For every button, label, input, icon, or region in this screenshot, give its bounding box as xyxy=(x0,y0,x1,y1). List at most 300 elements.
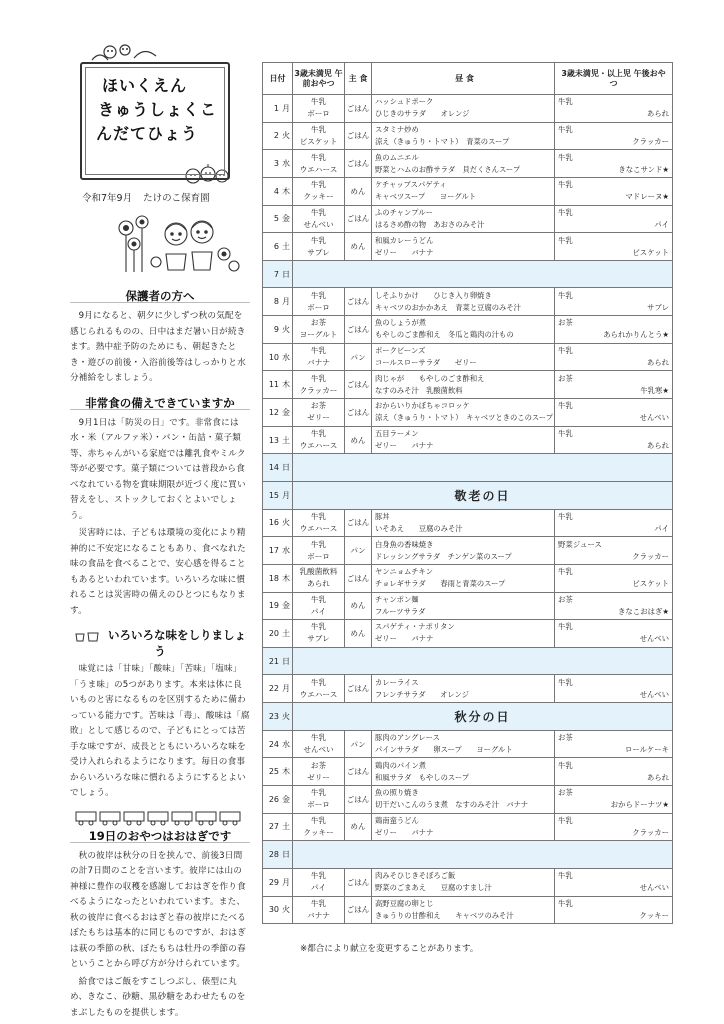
date-cell xyxy=(263,564,293,592)
weekday: 日 xyxy=(282,656,290,666)
pm-snack-cell xyxy=(555,150,673,178)
weekday: 水 xyxy=(282,159,290,169)
lunch-sides: 野菜のごまあえ 豆腐のすまし汁 xyxy=(375,883,492,893)
staple-cell: パン xyxy=(345,537,372,565)
pm-snack-cell xyxy=(555,205,673,233)
weekday: 火 xyxy=(282,324,290,334)
pm-drink: 牛乳 xyxy=(558,815,573,825)
lunch-cell xyxy=(372,675,555,703)
weekday: 日 xyxy=(282,269,290,279)
weekday: 木 xyxy=(282,573,290,583)
lunch-cell xyxy=(372,592,555,620)
day-number: 3 xyxy=(273,159,279,169)
staple-cell: パン xyxy=(345,730,372,758)
footnote: ※都合により献立を変更することがあります。 xyxy=(300,944,479,954)
lunch-sides: キャベツスープ ヨーグルト xyxy=(375,192,477,202)
menu-table xyxy=(262,62,673,924)
weekday: 月 xyxy=(282,877,290,887)
lunch-cell xyxy=(372,316,555,344)
day-number: 13 xyxy=(268,435,279,445)
am-drink: 牛乳 xyxy=(310,97,327,107)
pm-snack-cell xyxy=(555,564,673,592)
pm-drink: 牛乳 xyxy=(558,124,573,134)
pm-drink: 牛乳 xyxy=(558,235,573,245)
pm-snack: ビスケット xyxy=(632,247,669,257)
lunch-sides: ドレッシングサラダ チンゲン菜のスープ xyxy=(375,551,512,561)
pm-snack: マドレーヌ★ xyxy=(625,192,669,202)
pm-drink: 牛乳 xyxy=(558,180,573,190)
date-cell xyxy=(263,205,293,233)
table-row xyxy=(263,592,673,620)
pm-snack: あられ xyxy=(646,441,669,450)
pm-snack: 牛乳寒★ xyxy=(640,385,669,395)
lunch-main: 鶏肉のパイン煮 xyxy=(375,760,427,770)
pm-snack: せんべい xyxy=(639,883,669,893)
pm-snack-cell xyxy=(555,758,673,786)
day-number: 19 xyxy=(268,601,279,611)
holiday-name: 敬老の日 xyxy=(293,481,673,509)
weekday: 日 xyxy=(282,463,290,473)
lunch-main: 魚のしょうが煮 xyxy=(375,318,427,328)
lunch-main: 肉みそひじきそぼろご飯 xyxy=(375,871,456,881)
pm-snack: クラッカー xyxy=(632,136,669,146)
lunch-sides: ゼリー バナナ xyxy=(375,441,434,450)
weekday: 土 xyxy=(282,628,290,638)
staple-cell: ごはん xyxy=(345,288,372,316)
section-emergency xyxy=(70,395,250,620)
date-cell xyxy=(263,730,293,758)
lunch-sides: コールスローサラダ ゼリー xyxy=(375,358,477,368)
pm-drink: 牛乳 xyxy=(558,567,573,577)
paragraph: 9月1日は「防災の日」です。非常食には水・米（アルファ米）・パン・缶詰・菓子類等、赤ちゃんがいる家庭では離乳食やミルク等が必要です。菓子類については普段から食べなれている物を賞味期限が近づく度に買い替えをし、ストックしておくとよいでしょう。 xyxy=(70,417,246,521)
header-am-snack: 3歳未満児 午前おやつ xyxy=(293,63,345,95)
date-cell xyxy=(263,896,293,924)
date-cell xyxy=(263,537,293,565)
table-row xyxy=(263,177,673,205)
section-parents xyxy=(70,288,250,387)
lunch-main: チャンポン麺 xyxy=(375,594,419,604)
lunch-main: 魚の照り焼き xyxy=(375,788,419,798)
pm-snack: せんべい xyxy=(639,689,669,699)
date-cell xyxy=(263,399,293,427)
am-snack-cell xyxy=(293,592,345,620)
staple-cell: ごはん xyxy=(345,868,372,896)
am-drink: 牛乳 xyxy=(310,677,327,687)
weekday: 火 xyxy=(282,711,290,721)
table-row xyxy=(263,896,673,924)
weekday: 水 xyxy=(282,739,290,749)
lunch-sides: 涼え（きゅうり・トマト） キャベツときのこのスープ xyxy=(375,413,554,423)
weekday: 金 xyxy=(282,214,290,224)
title-line-3: んだてひょう xyxy=(96,124,199,143)
table-row xyxy=(263,205,673,233)
lunch-sides: ゼリー バナナ xyxy=(375,634,434,644)
pm-drink: 牛乳 xyxy=(558,871,573,881)
am-drink: 牛乳 xyxy=(310,180,327,190)
pm-drink: 牛乳 xyxy=(558,760,573,770)
section-tastes xyxy=(70,627,250,802)
am-drink: 牛乳 xyxy=(310,346,327,356)
day-number: 26 xyxy=(268,794,279,804)
am-snack: パイ xyxy=(310,606,327,616)
table-row xyxy=(263,564,673,592)
pm-drink: 牛乳 xyxy=(558,401,573,411)
fruit-faces-illustration xyxy=(184,164,230,186)
lunch-main: スタミナ炒め xyxy=(375,124,419,134)
table-row xyxy=(263,509,673,537)
pm-drink: お茶 xyxy=(558,733,573,743)
holiday-row xyxy=(263,647,673,675)
weekday: 土 xyxy=(282,435,290,445)
am-snack: ウエハース xyxy=(299,523,338,533)
am-drink: 牛乳 xyxy=(310,622,327,632)
pm-snack-cell xyxy=(555,343,673,371)
am-snack: ウエハース xyxy=(299,441,338,450)
date-cell xyxy=(263,95,293,123)
lunch-sides: 和風サラダ もやしのスープ xyxy=(375,772,470,782)
pm-snack-cell xyxy=(555,620,673,648)
lunch-main: 和風カレーうどん xyxy=(375,235,434,245)
am-drink: 牛乳 xyxy=(310,290,327,300)
lunch-sides: もやしのごま酢和え 冬瓜と鶏肉の汁もの xyxy=(375,330,514,340)
lunch-main: ヤンニョムチキン xyxy=(375,567,434,577)
am-snack-cell xyxy=(293,371,345,399)
pm-snack-cell xyxy=(555,177,673,205)
holiday-row xyxy=(263,841,673,869)
weekday: 火 xyxy=(282,131,290,141)
am-drink: お茶 xyxy=(310,401,327,411)
day-number: 30 xyxy=(268,905,279,915)
day-number: 5 xyxy=(273,214,279,224)
lunch-sides: はるさめ酢の物 あおさのみそ汁 xyxy=(375,219,485,229)
am-snack-cell xyxy=(293,399,345,427)
staple-cell: ごはん xyxy=(345,509,372,537)
lunch-main: おからいりかぼちゃコロッケ xyxy=(375,401,470,411)
lunch-main: しそふりかけ ひじき入り卵焼き xyxy=(375,290,492,300)
am-snack-cell xyxy=(293,122,345,150)
holiday-name xyxy=(293,454,673,482)
pm-snack: パイ xyxy=(654,219,669,229)
pm-snack-cell xyxy=(555,675,673,703)
day-number: 25 xyxy=(268,767,279,777)
table-row xyxy=(263,813,673,841)
pm-snack-cell xyxy=(555,730,673,758)
pm-snack-cell xyxy=(555,896,673,924)
day-number: 1 xyxy=(273,103,279,113)
am-snack: ウエハース xyxy=(299,164,338,174)
lunch-cell xyxy=(372,509,555,537)
pm-snack: サブレ xyxy=(647,302,669,312)
am-drink: 牛乳 xyxy=(310,373,327,383)
weekday: 水 xyxy=(282,352,290,362)
lunch-cell xyxy=(372,564,555,592)
paragraph: 秋の彼岸は秋分の日を挟んで、前後3日間の計7日間のことを言います。彼岸には山の神様に豊作の収穫を感謝しておはぎを作り食べるようになったといわれています。また、秋の彼岸に食べるおはぎと春の彼岸にたべるぼたもちは基本的に同じものですが、おはぎは萩の季節の秋、ぼたもちは牡丹の季節の春ということから呼び方が分けられています。 xyxy=(70,850,246,969)
staple-cell: めん xyxy=(345,233,372,261)
date-cell xyxy=(263,177,293,205)
lunch-cell xyxy=(372,730,555,758)
lunch-cell xyxy=(372,150,555,178)
am-drink: 乳酸菌飲料 xyxy=(299,567,338,577)
pm-snack: ロールケーキ xyxy=(624,745,669,755)
pm-snack-cell xyxy=(555,426,673,454)
pm-snack: せんべい xyxy=(639,413,669,423)
date-cell xyxy=(263,786,293,814)
pm-snack-cell xyxy=(555,813,673,841)
lunch-main: ケチャップスパゲティ xyxy=(375,180,447,190)
am-drink: 牛乳 xyxy=(310,594,327,604)
pm-drink: 野菜ジュース xyxy=(558,539,602,549)
pm-snack: あられ xyxy=(646,109,669,119)
title-box xyxy=(80,62,230,180)
left-column xyxy=(70,44,250,1021)
lunch-main: 白身魚の香味焼き xyxy=(375,539,434,549)
table-row xyxy=(263,371,673,399)
pm-snack: ビスケット xyxy=(632,579,669,589)
holiday-name xyxy=(293,841,673,869)
section-heading-tastes xyxy=(70,627,250,659)
pm-snack: あられ xyxy=(646,358,669,368)
am-snack-cell xyxy=(293,205,345,233)
date-cell xyxy=(263,509,293,537)
lunch-cell xyxy=(372,758,555,786)
am-snack: ビスケット xyxy=(299,136,338,146)
lunch-sides: いそあえ 豆腐のみそ汁 xyxy=(375,523,463,533)
paragraph: 味覚には「甘味」「酸味」「苦味」「塩味」「うま味」の5つがあります。本来は体に良いものと害になるものを区別するために備わっている能力です。苦味は「毒」、酸味は「腐敗」として感じるので、子どもにとっては苦手な味ですが、成長とともにいろいろな味を受け入れられるようになります。毎日の食事からいろいろな味に慣れるようにするとよいでしょう。 xyxy=(70,664,250,798)
am-drink: 牛乳 xyxy=(310,871,327,881)
am-snack: バナナ xyxy=(307,358,330,368)
table-row xyxy=(263,758,673,786)
lunch-main: スパゲティ・ナポリタン xyxy=(375,622,455,632)
date-cell xyxy=(263,868,293,896)
pm-snack-cell xyxy=(555,233,673,261)
section-ohagi xyxy=(70,828,250,1022)
staple-cell: ごはん xyxy=(345,399,372,427)
lunch-cell xyxy=(372,95,555,123)
day-number: 29 xyxy=(268,877,279,887)
am-snack: サブレ xyxy=(307,247,330,257)
table-row xyxy=(263,233,673,261)
am-snack-cell xyxy=(293,675,345,703)
holiday-row xyxy=(263,454,673,482)
am-drink: 牛乳 xyxy=(310,207,327,217)
am-drink: 牛乳 xyxy=(310,788,327,798)
pm-drink: 牛乳 xyxy=(558,898,573,908)
lunch-sides: きゅうりの甘酢和え キャベツのみそ汁 xyxy=(375,910,514,920)
staple-cell: ごはん xyxy=(345,564,372,592)
day-number: 23 xyxy=(268,711,279,721)
lunch-sides: フルーツサラダ xyxy=(375,606,426,616)
lunch-sides: なすのみそ汁 乳酸菌飲料 xyxy=(375,385,463,395)
am-snack-cell xyxy=(293,95,345,123)
lunch-main: ふのチャンプルー xyxy=(375,207,433,217)
staple-cell: ごはん xyxy=(345,758,372,786)
pm-drink: 牛乳 xyxy=(558,511,573,521)
weekday: 土 xyxy=(282,242,290,252)
pm-drink: お茶 xyxy=(558,373,573,383)
staple-cell: めん xyxy=(345,813,372,841)
lunch-main: 高野豆腐の卵とじ xyxy=(375,898,434,908)
lunch-cell xyxy=(372,620,555,648)
table-header-row xyxy=(263,63,673,95)
weekday: 土 xyxy=(282,822,290,832)
am-snack-cell xyxy=(293,813,345,841)
staple-cell: めん xyxy=(345,620,372,648)
table-row xyxy=(263,537,673,565)
lunch-cell xyxy=(372,177,555,205)
table-row xyxy=(263,95,673,123)
pm-drink: 牛乳 xyxy=(558,346,573,356)
weekday: 木 xyxy=(282,186,290,196)
day-number: 12 xyxy=(268,407,279,417)
pm-drink: 牛乳 xyxy=(558,677,573,687)
staple-cell: ごはん xyxy=(345,316,372,344)
date-cell xyxy=(263,316,293,344)
date-cell xyxy=(263,758,293,786)
am-snack: パイ xyxy=(310,883,327,893)
lunch-cell xyxy=(372,343,555,371)
pm-snack: クッキー xyxy=(639,910,669,920)
am-snack: バナナ xyxy=(307,910,330,920)
pm-drink: 牛乳 xyxy=(558,152,573,162)
lunch-cell xyxy=(372,205,555,233)
am-snack-cell xyxy=(293,426,345,454)
date-cell xyxy=(263,343,293,371)
lunch-sides: ゼリー バナナ xyxy=(375,247,434,257)
train-illustration xyxy=(74,808,244,826)
am-snack-cell xyxy=(293,564,345,592)
pm-snack-cell xyxy=(555,288,673,316)
lunch-sides: フレンチサラダ オレンジ xyxy=(375,689,469,699)
am-snack: ボーロ xyxy=(307,551,330,561)
pm-drink: お茶 xyxy=(558,594,573,604)
weekday: 金 xyxy=(282,601,290,611)
lunch-main: 豚丼 xyxy=(375,511,390,521)
pm-drink: 牛乳 xyxy=(558,290,573,300)
am-snack-cell xyxy=(293,758,345,786)
table-row xyxy=(263,316,673,344)
pm-snack-cell xyxy=(555,509,673,537)
day-number: 27 xyxy=(268,822,279,832)
lunch-main: カレーライス xyxy=(375,677,419,687)
day-number: 6 xyxy=(273,242,279,252)
title-line-2: きゅうしょくこ xyxy=(98,100,218,119)
lunch-cell xyxy=(372,426,555,454)
pm-snack: せんべい xyxy=(639,634,669,644)
day-number: 7 xyxy=(273,269,279,279)
date-cell xyxy=(263,122,293,150)
table-row xyxy=(263,399,673,427)
holiday-name: 秋分の日 xyxy=(293,703,673,731)
holiday-row xyxy=(263,260,673,288)
day-number: 28 xyxy=(268,850,279,860)
am-snack-cell xyxy=(293,343,345,371)
pm-snack-cell xyxy=(555,868,673,896)
date-cell xyxy=(263,620,293,648)
table-row xyxy=(263,426,673,454)
table-row xyxy=(263,288,673,316)
weekday: 金 xyxy=(282,794,290,804)
am-snack-cell xyxy=(293,509,345,537)
lunch-main: 魚のムニエル xyxy=(375,152,419,162)
header-lunch: 昼 食 xyxy=(372,63,555,95)
weekday: 日 xyxy=(282,850,290,860)
lunch-cell xyxy=(372,786,555,814)
staple-cell: ごはん xyxy=(345,675,372,703)
weekday: 月 xyxy=(282,684,290,694)
am-drink: 牛乳 xyxy=(310,124,327,134)
am-snack-cell xyxy=(293,896,345,924)
staple-cell: ごはん xyxy=(345,896,372,924)
table-row xyxy=(263,343,673,371)
day-number: 4 xyxy=(273,186,279,196)
date-cell xyxy=(263,454,293,482)
day-number: 22 xyxy=(268,684,279,694)
am-drink: 牛乳 xyxy=(310,429,327,438)
section-heading-emergency: 非常食の備えできていますか xyxy=(70,395,250,413)
pm-drink: 牛乳 xyxy=(558,97,573,107)
lunch-cell xyxy=(372,868,555,896)
holiday-row xyxy=(263,703,673,731)
pm-drink: 牛乳 xyxy=(558,207,573,217)
pm-drink: 牛乳 xyxy=(558,429,573,438)
day-number: 17 xyxy=(268,546,279,556)
day-number: 11 xyxy=(268,380,279,390)
am-drink: お茶 xyxy=(310,760,327,770)
lunch-sides: パインサラダ 卵スープ ヨーグルト xyxy=(375,745,513,755)
day-number: 2 xyxy=(273,131,279,141)
am-snack: クッキー xyxy=(303,192,334,202)
am-snack: ウエハース xyxy=(299,689,338,699)
lunch-main: ハッシュドポーク xyxy=(375,97,434,107)
day-number: 10 xyxy=(268,352,279,362)
table-row xyxy=(263,868,673,896)
weekday: 木 xyxy=(282,767,290,777)
lunch-sides: ゼリー バナナ xyxy=(375,827,434,837)
am-snack-cell xyxy=(293,150,345,178)
lunch-sides: ひじきのサラダ オレンジ xyxy=(375,109,470,119)
lunch-sides: 切干だいこんのうま煮 なすのみそ汁 バナナ xyxy=(375,800,529,810)
day-number: 20 xyxy=(268,628,279,638)
children-flowers-illustration xyxy=(116,214,246,276)
lunch-cell xyxy=(372,371,555,399)
lunch-main: ポークビーンズ xyxy=(375,346,426,356)
pm-drink: お茶 xyxy=(558,318,573,328)
lunch-main: 五目ラーメン xyxy=(375,429,419,438)
am-snack: ヨーグルト xyxy=(299,330,338,340)
am-snack-cell xyxy=(293,620,345,648)
am-drink: 牛乳 xyxy=(310,235,327,245)
am-snack-cell xyxy=(293,177,345,205)
org-name: たけのこ保育園 xyxy=(143,193,210,204)
holiday-row xyxy=(263,481,673,509)
header-pm-snack: 3歳未満児・以上児 午後おやつ xyxy=(555,63,673,95)
lunch-sides: キャベツのおかかあえ 青菜と豆腐のみそ汁 xyxy=(375,302,521,312)
am-snack-cell xyxy=(293,868,345,896)
staple-cell: めん xyxy=(345,177,372,205)
section-heading-ohagi: 19日のおやつはおはぎです xyxy=(70,828,250,846)
pm-snack-cell xyxy=(555,399,673,427)
lunch-main: 肉じゃが もやしのごま酢和え xyxy=(375,373,485,383)
lunch-cell xyxy=(372,122,555,150)
pm-snack-cell xyxy=(555,95,673,123)
staple-cell: めん xyxy=(345,426,372,454)
am-snack: ゼリー xyxy=(307,772,330,782)
pm-snack: おからドーナツ★ xyxy=(610,800,669,810)
weekday: 月 xyxy=(282,490,290,500)
date-cell xyxy=(263,675,293,703)
am-snack: せんべい xyxy=(303,745,334,755)
pm-snack-cell xyxy=(555,371,673,399)
